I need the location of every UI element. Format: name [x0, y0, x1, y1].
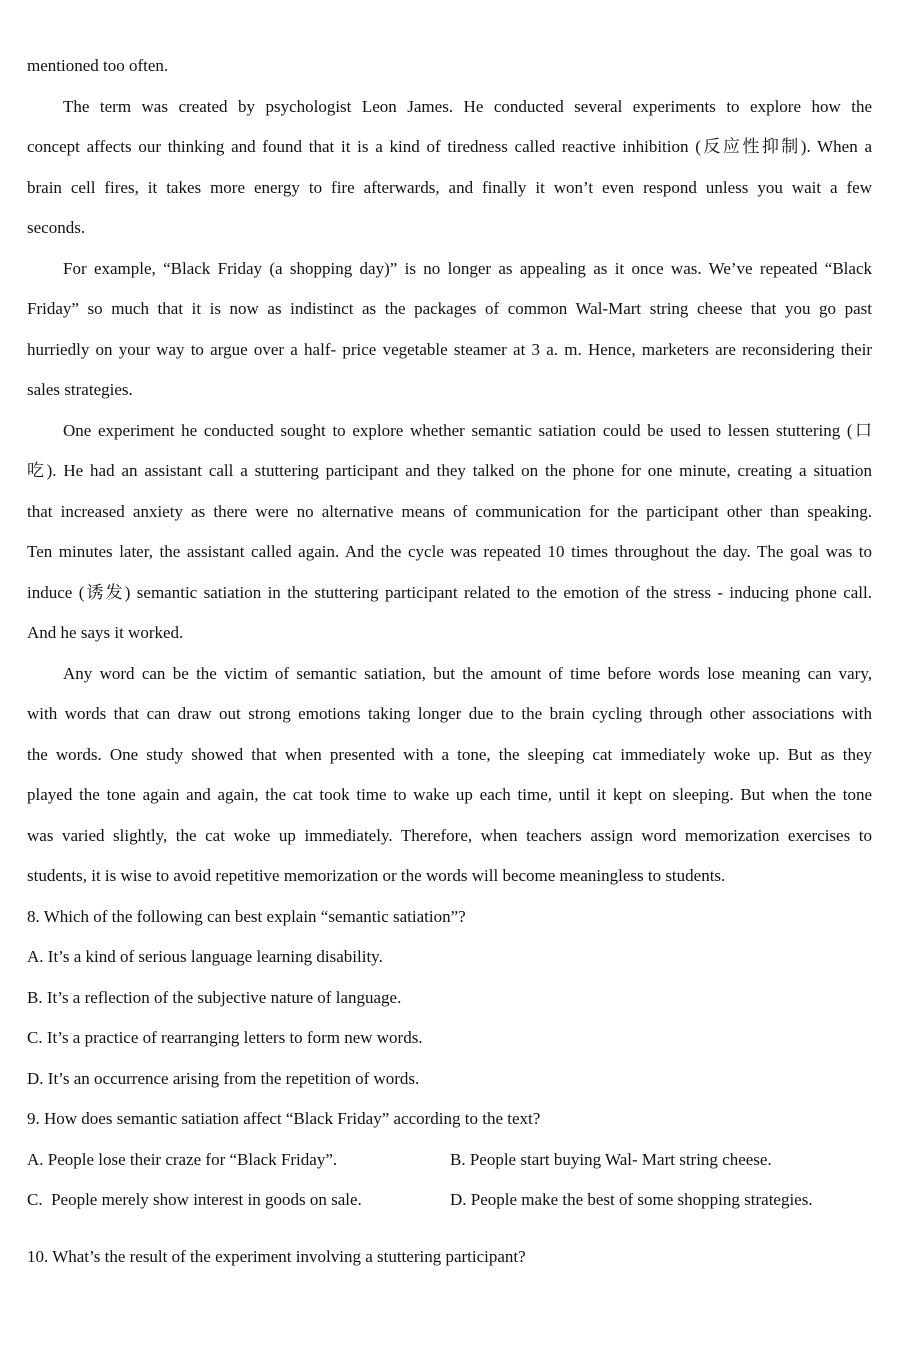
paragraph-stuttering-experiment-line-4: Ten minutes later, the assistant called again. And the cycle was repeated 10 times throughout the day. The goal was to — [27, 542, 872, 561]
paragraph-black-friday-line-3: hurriedly on your way to argue over a half- price vegetable steamer at 3 a. m. Hence, marketers are reconsidering their — [27, 339, 872, 359]
paragraph-term-origin-line-3: brain cell fires, it takes more energy to fire afterwards, and finally it won’t even respond unless you wait a few — [27, 177, 872, 197]
paragraph-stuttering-experiment-line-5: induce (诱发) semantic satiation in the stuttering participant related to the emotion of the stress - inducing phone call. — [27, 582, 872, 602]
question-9-option-a: A. People lose their craze for “Black Friday”. — [27, 1149, 338, 1169]
question-9-option-c: C. People merely show interest in goods on sale. — [27, 1190, 362, 1209]
paragraph-term-origin-line-4: seconds. — [27, 218, 86, 237]
question-10-prompt: 10. What’s the result of the experiment involving a stuttering participant? — [27, 1246, 526, 1266]
paragraph-any-word-line-1: Any word can be the victim of semantic satiation, but the amount of time before words lose meaning can vary, — [63, 663, 872, 683]
paragraph-black-friday-line-2: Friday” so much that it is now as indistinct as the packages of common Wal-Mart string cheese that you go past — [27, 299, 872, 318]
question-9-option-d: D. People make the best of some shopping strategies. — [450, 1190, 813, 1209]
question-8-option-d: D. It’s an occurrence arising from the repetition of words. — [27, 1068, 420, 1088]
question-9-option-b: B. People start buying Wal- Mart string cheese. — [450, 1149, 772, 1169]
paragraph-stuttering-experiment-line-2: 吃). He had an assistant call a stuttering participant and they talked on the phone for one minute, creating a situation — [27, 461, 872, 480]
question-8-option-a: A. It’s a kind of serious language learning disability. — [27, 947, 383, 966]
questions-section — [27, 897, 872, 1278]
question-9-prompt: 9. How does semantic satiation affect “Black Friday” according to the text? — [27, 1109, 541, 1128]
paragraph-any-word-line-4: played the tone again and again, the cat took time to wake up each time, until it kept on sleeping. But when the tone — [27, 785, 872, 804]
paragraph-stuttering-experiment-line-1: One experiment he conducted sought to explore whether semantic satiation could be used to lessen stuttering (口 — [63, 420, 872, 440]
paragraph-any-word-line-5: was varied slightly, the cat woke up immediately. Therefore, when teachers assign word memorization exercises to — [27, 825, 872, 845]
paragraph-fragment-line-1: mentioned too often. — [27, 56, 169, 75]
paragraph-stuttering-experiment-line-3: that increased anxiety as there were no alternative means of communication for the participant other than speaking. — [27, 501, 872, 521]
paragraph-any-word-line-3: the words. One study showed that when presented with a tone, the sleeping cat immediately woke up. But as they — [27, 744, 872, 764]
question-8-option-c: C. It’s a practice of rearranging letters to form new words. — [27, 1028, 423, 1047]
question-8-option-b: B. It’s a reflection of the subjective nature of language. — [27, 987, 402, 1007]
paragraph-black-friday-line-4: sales strategies. — [27, 380, 133, 399]
question-9-option-row — [27, 1180, 872, 1221]
reading-passage — [27, 46, 872, 897]
question-9-option-row — [27, 1140, 872, 1181]
question-8-prompt: 8. Which of the following can best explain “semantic satiation”? — [27, 906, 466, 926]
paragraph-any-word-line-2: with words that can draw out strong emotions taking longer due to the brain cycling through other associations with — [27, 704, 872, 723]
paragraph-any-word-line-6: students, it is wise to avoid repetitive memorization or the words will become meaningless to students. — [27, 866, 726, 885]
paragraph-black-friday-line-1: For example, “Black Friday (a shopping day)” is no longer as appealing as it once was. We’ve repeated “Black — [63, 258, 872, 278]
paragraph-term-origin-line-2: concept affects our thinking and found that it is a kind of tiredness called reactive inhibition (反应性抑制). When a — [27, 137, 872, 156]
paragraph-term-origin-line-1: The term was created by psychologist Leon James. He conducted several experiments to explore how the — [63, 96, 872, 116]
paragraph-stuttering-experiment-line-6: And he says it worked. — [27, 623, 184, 642]
